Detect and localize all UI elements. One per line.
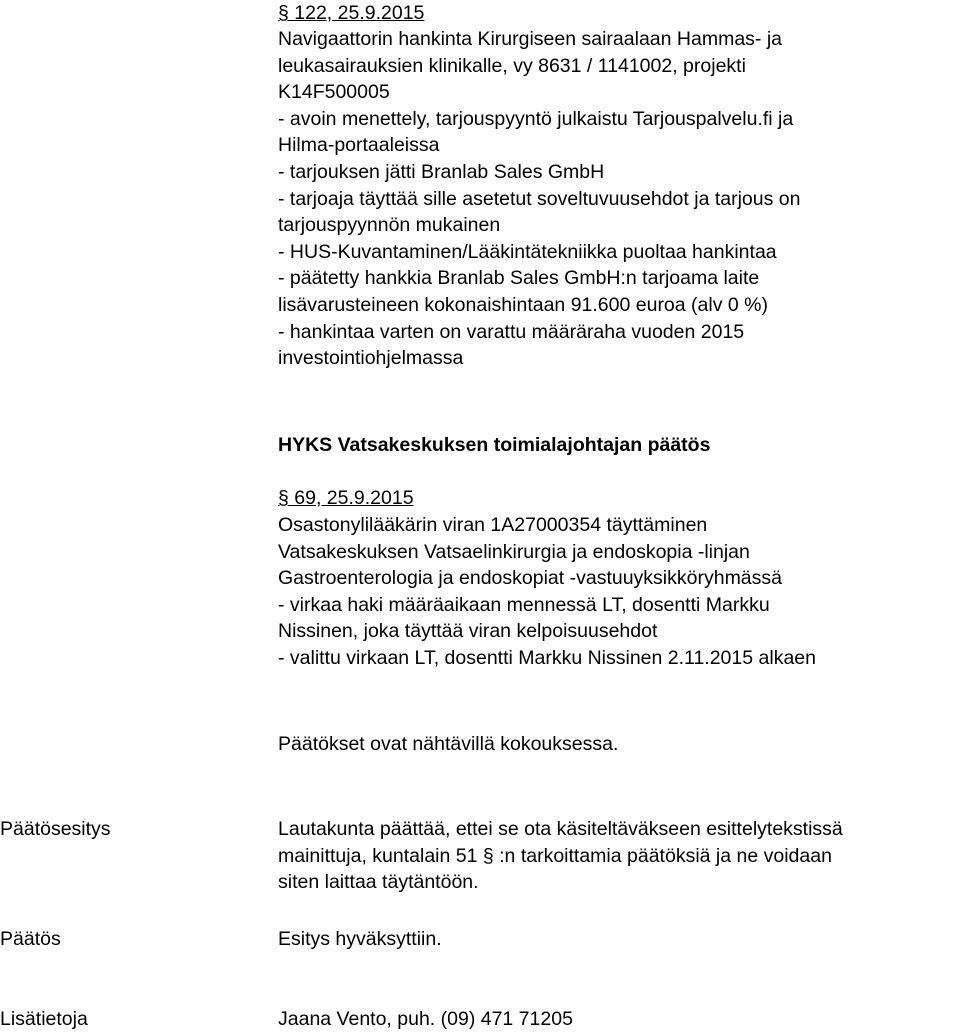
section1-line: tarjouspyynnön mukainen [278, 214, 501, 236]
section1-line: Hilma-portaaleissa [278, 134, 440, 156]
section2-line: - virkaa haki määräaikaan mennessä LT, dosentti Markku [278, 594, 770, 616]
section1-line: K14F500005 [278, 81, 390, 103]
info-text: Jaana Vento, puh. (09) 471 71205 [278, 1008, 573, 1030]
section1-line: lisävarusteineen kokonaishintaan 91.600 euroa (alv 0 %) [278, 294, 768, 316]
decision-label: Päätös [0, 928, 61, 950]
section2-line: Nissinen, joka täyttää viran kelpoisuusehdot [278, 620, 658, 642]
decision-text: Esitys hyväksyttiin. [278, 928, 442, 950]
section1-line: - avoin menettely, tarjouspyyntö julkaistu Tarjouspalvelu.fi ja [278, 108, 794, 130]
section2-line: Osastonylilääkärin viran 1A27000354 täyttäminen [278, 514, 708, 536]
note-text: Päätökset ovat nähtävillä kokouksessa. [278, 733, 619, 755]
section2-heading: HYKS Vatsakeskuksen toimialajohtajan päätös [278, 434, 711, 456]
section1-line: - tarjouksen jätti Branlab Sales GmbH [278, 161, 605, 183]
section1-line: - hankintaa varten on varattu määräraha vuoden 2015 [278, 321, 745, 343]
proposal-line: mainittuja, kuntalain 51 § :n tarkoittamia päätöksiä ja ne voidaan [278, 845, 832, 867]
proposal-line: siten laittaa täytäntöön. [278, 871, 479, 893]
section1-line: leukasairauksien klinikalle, vy 8631 / 1141002, projekti [278, 55, 746, 77]
section1-line: investointiohjelmassa [278, 347, 464, 369]
section2-ref: § 69, 25.9.2015 [278, 487, 414, 509]
section1-line: Navigaattorin hankinta Kirurgiseen sairaalaan Hammas- ja [278, 28, 783, 50]
section2-line: - valittu virkaan LT, dosentti Markku Nissinen 2.11.2015 alkaen [278, 647, 816, 669]
info-label: Lisätietoja [0, 1008, 88, 1030]
proposal-label: Päätösesitys [0, 818, 111, 840]
section1-line: - päätetty hankkia Branlab Sales GmbH:n tarjoama laite [278, 267, 760, 289]
section1-ref: § 122, 25.9.2015 [278, 2, 425, 24]
section2-line: Gastroenterologia ja endoskopiat -vastuuyksikköryhmässä [278, 567, 783, 589]
section1-line: - HUS-Kuvantaminen/Lääkintätekniikka puoltaa hankintaa [278, 241, 777, 263]
section1-line: - tarjoaja täyttää sille asetetut soveltuvuusehdot ja tarjous on [278, 188, 801, 210]
proposal-line: Lautakunta päättää, ettei se ota käsiteltäväkseen esittelytekstissä [278, 818, 843, 840]
section2-line: Vatsakeskuksen Vatsaelinkirurgia ja endoskopia -linjan [278, 541, 750, 563]
